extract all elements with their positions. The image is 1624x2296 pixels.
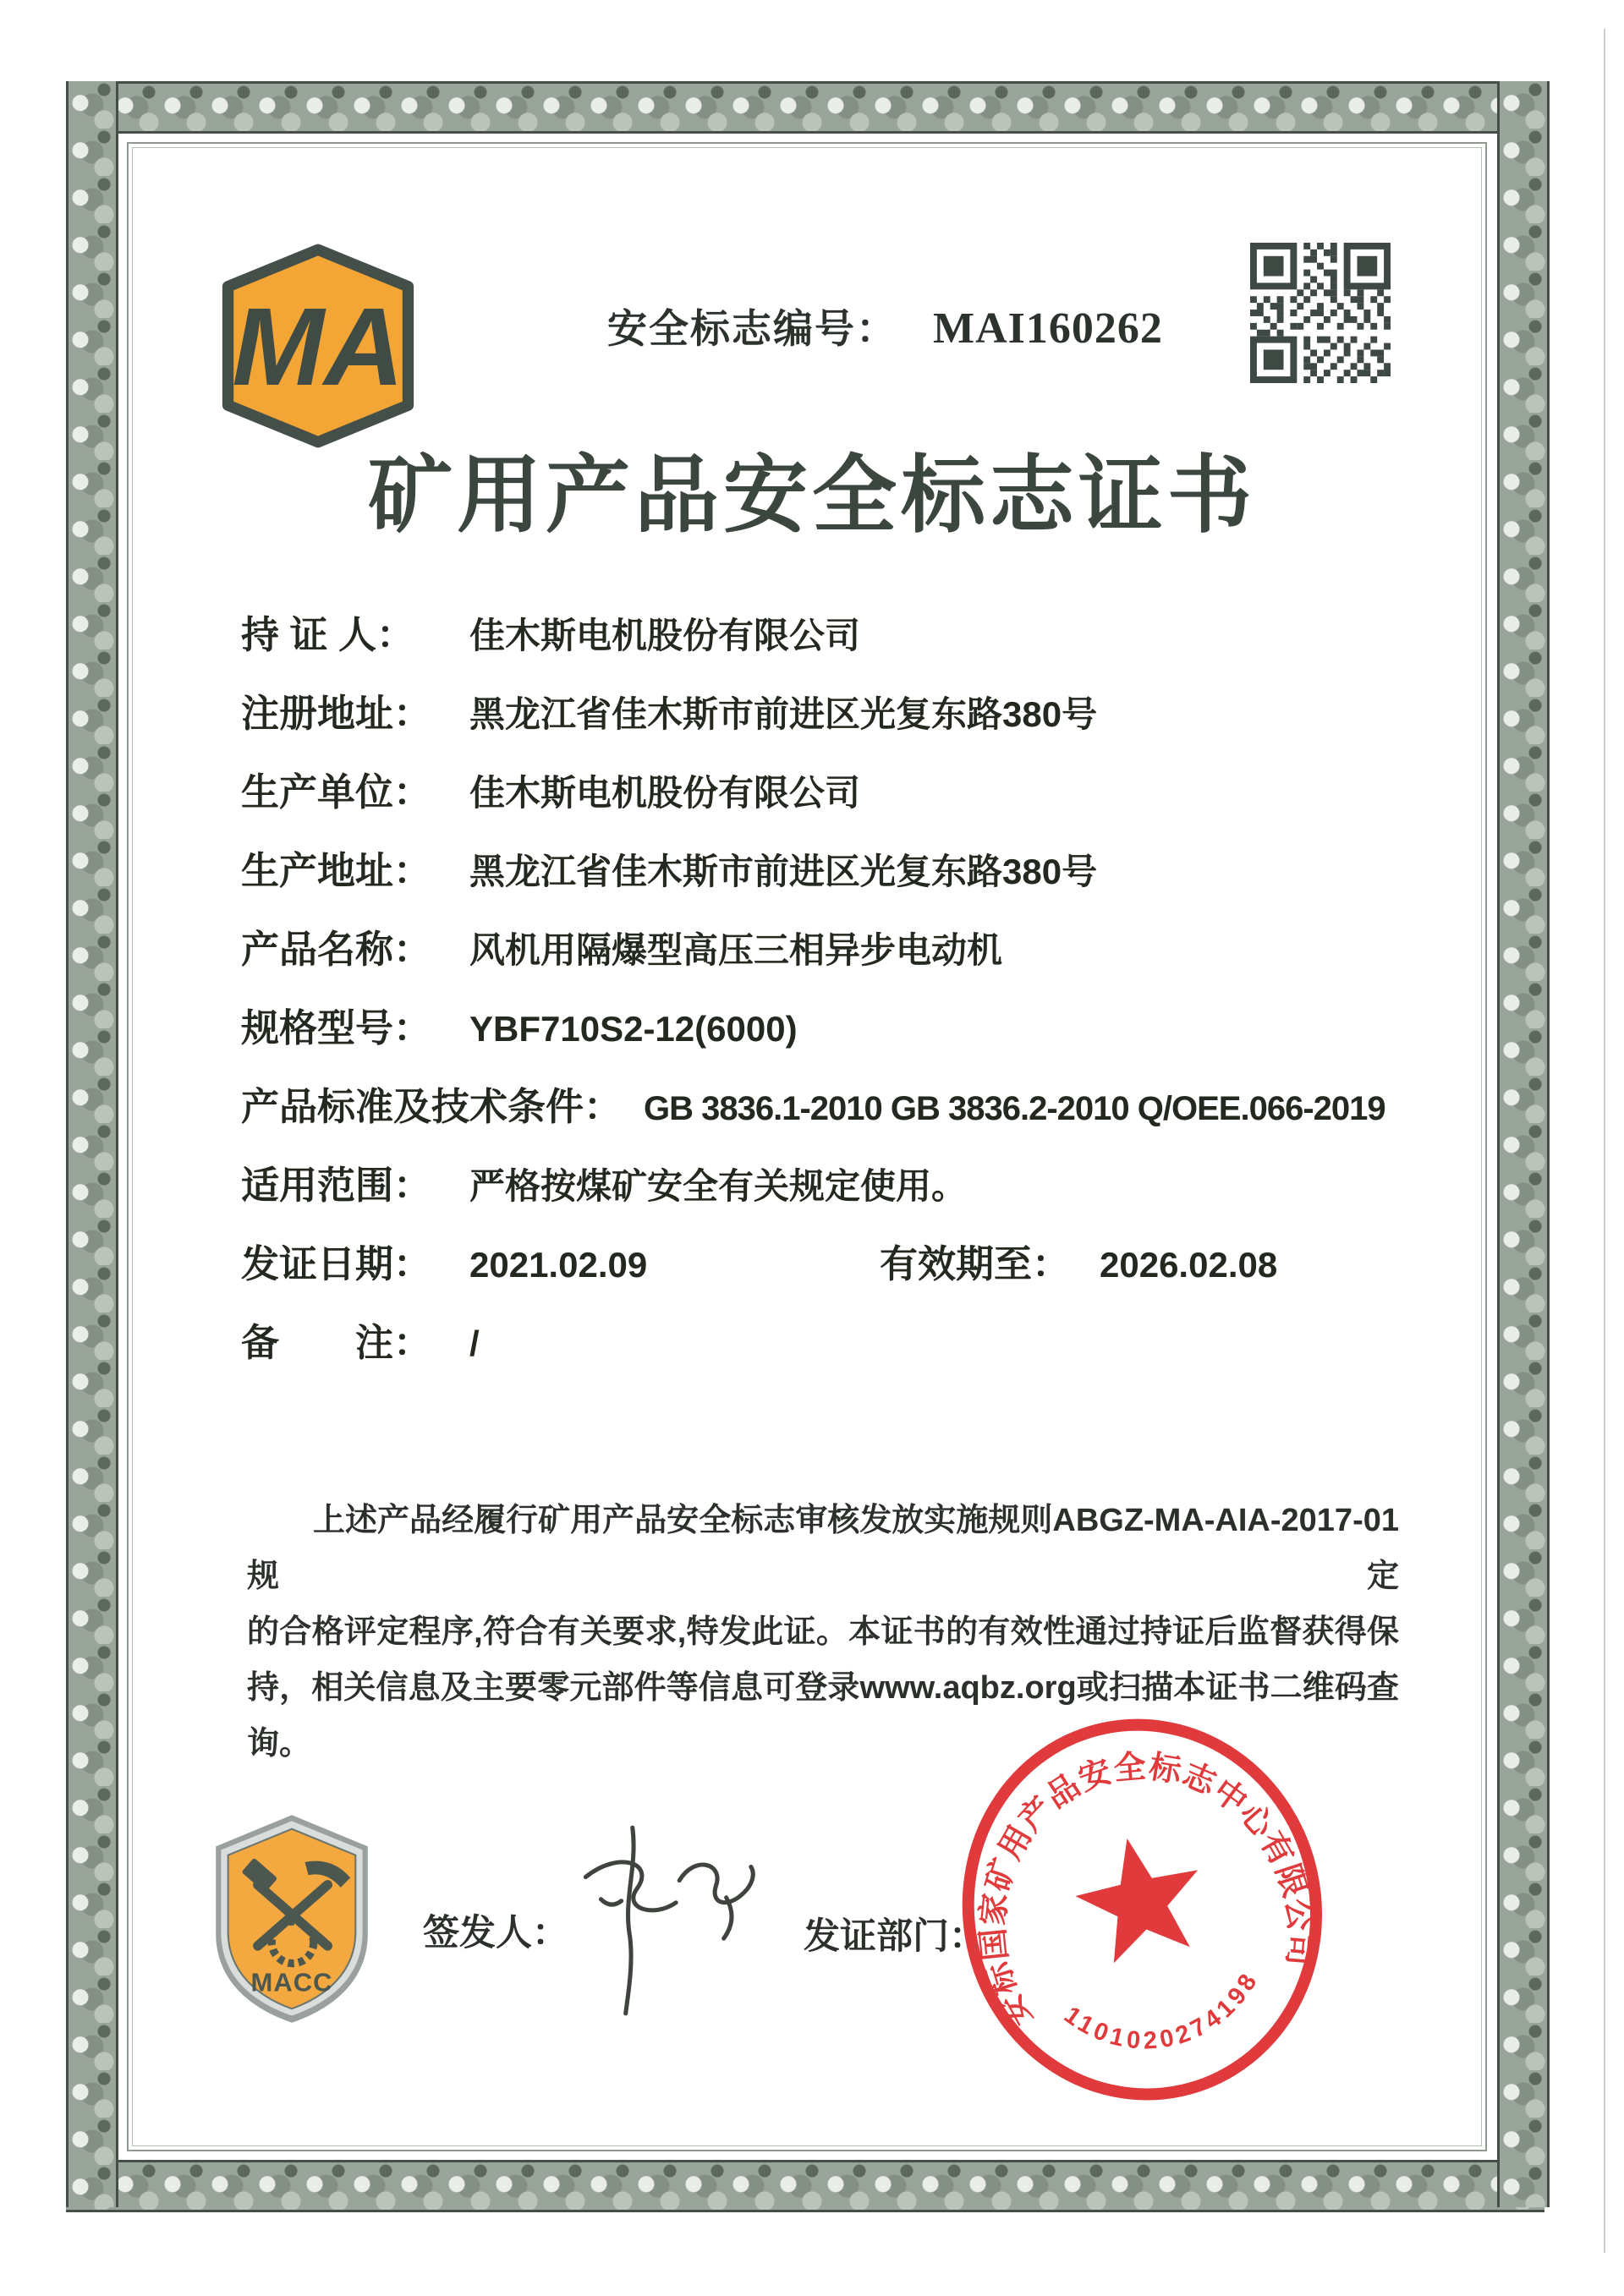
field-label: 规格型号： (241, 1006, 432, 1049)
field-value: GB 3836.1-2010 GB 3836.2-2010 Q/OEE.066-2019 (644, 1090, 1385, 1127)
statement-line: 持，相关信息及主要零元部件等信息可登录www.aqbz.org或扫描本证书二维码查询。 (247, 1670, 1399, 1762)
note-label: 备 注： (241, 1321, 432, 1364)
official-seal (917, 1679, 1369, 2145)
issue-date-label: 发证日期： (241, 1242, 432, 1285)
ma-logo-text: MA (232, 284, 404, 408)
macc-shield-icon (200, 1810, 384, 2028)
border-band-left (66, 81, 118, 2207)
issue-date-value: 2021.02.09 (469, 1245, 648, 1285)
field-row-production-address (241, 840, 1442, 918)
ma-logo-icon (211, 244, 425, 448)
qr-code-icon (1250, 242, 1391, 384)
field-label: 持 证 人： (241, 613, 415, 656)
field-value: 严格按煤矿安全有关规定使用。 (469, 1166, 968, 1206)
expiry-date-value: 2026.02.08 (1100, 1245, 1278, 1285)
mark-number-line (607, 298, 1163, 354)
note-value: / (469, 1323, 480, 1363)
field-row-manufacturer (241, 761, 1442, 840)
issuer-label: 发证部门： (804, 1916, 985, 1957)
statement-line: 上述产品经履行矿用产品安全标志审核发放实施规则ABGZ-MA-AIA-2017-01规定 (247, 1503, 1399, 1594)
field-row-registered-address (241, 682, 1442, 761)
field-value: YBF710S2-12(6000) (469, 1009, 798, 1049)
field-row-scope (241, 1154, 1442, 1233)
field-row-holder (241, 604, 1442, 682)
seal-number-text: 1101020274198 (1059, 1965, 1265, 2055)
field-row-dates (241, 1233, 1442, 1312)
fields-section (241, 604, 1442, 1390)
seal-company-text: 安标国家矿用产品安全标志中心有限公司 (975, 1749, 1319, 2034)
border-band-top (66, 81, 1544, 134)
field-row-standards (241, 1076, 1442, 1154)
border-band-right (1497, 81, 1550, 2207)
signer-label: 签发人： (423, 1913, 568, 1954)
handwritten-signature (551, 1817, 765, 2023)
mark-number-value: MAI160262 (933, 304, 1163, 353)
field-label: 生产地址： (241, 849, 432, 892)
field-label: 产品标准及技术条件： (241, 1085, 623, 1128)
field-row-model (241, 997, 1442, 1076)
field-value: 黑龙江省佳木斯市前进区光复东路380号 (469, 694, 1098, 734)
field-label: 产品名称： (241, 928, 432, 971)
field-row-product-name (241, 918, 1442, 997)
mark-number-label: 安全标志编号： (607, 306, 897, 351)
field-label: 适用范围： (241, 1164, 432, 1207)
macc-logo-text: MACC (250, 1967, 333, 1997)
field-row-note (241, 1312, 1442, 1390)
field-label: 生产单位： (241, 770, 432, 814)
page-title: 矿用产品安全标志证书 (368, 449, 1256, 543)
field-value: 风机用隔爆型高压三相异步电动机 (469, 930, 1003, 970)
expiry-date-label: 有效期至： (880, 1242, 1071, 1285)
field-value: 佳木斯电机股份有限公司 (469, 616, 861, 655)
statement-line: 的合格评定程序,符合有关要求,特发此证。本证书的有效性通过持证后监督获得保 (247, 1614, 1399, 1650)
field-value: 佳木斯电机股份有限公司 (469, 773, 861, 813)
scan-paper-edge (1604, 29, 1605, 2253)
field-value: 黑龙江省佳木斯市前进区光复东路380号 (469, 852, 1098, 891)
field-label: 注册地址： (241, 692, 432, 735)
border-band-bottom (66, 2160, 1544, 2212)
